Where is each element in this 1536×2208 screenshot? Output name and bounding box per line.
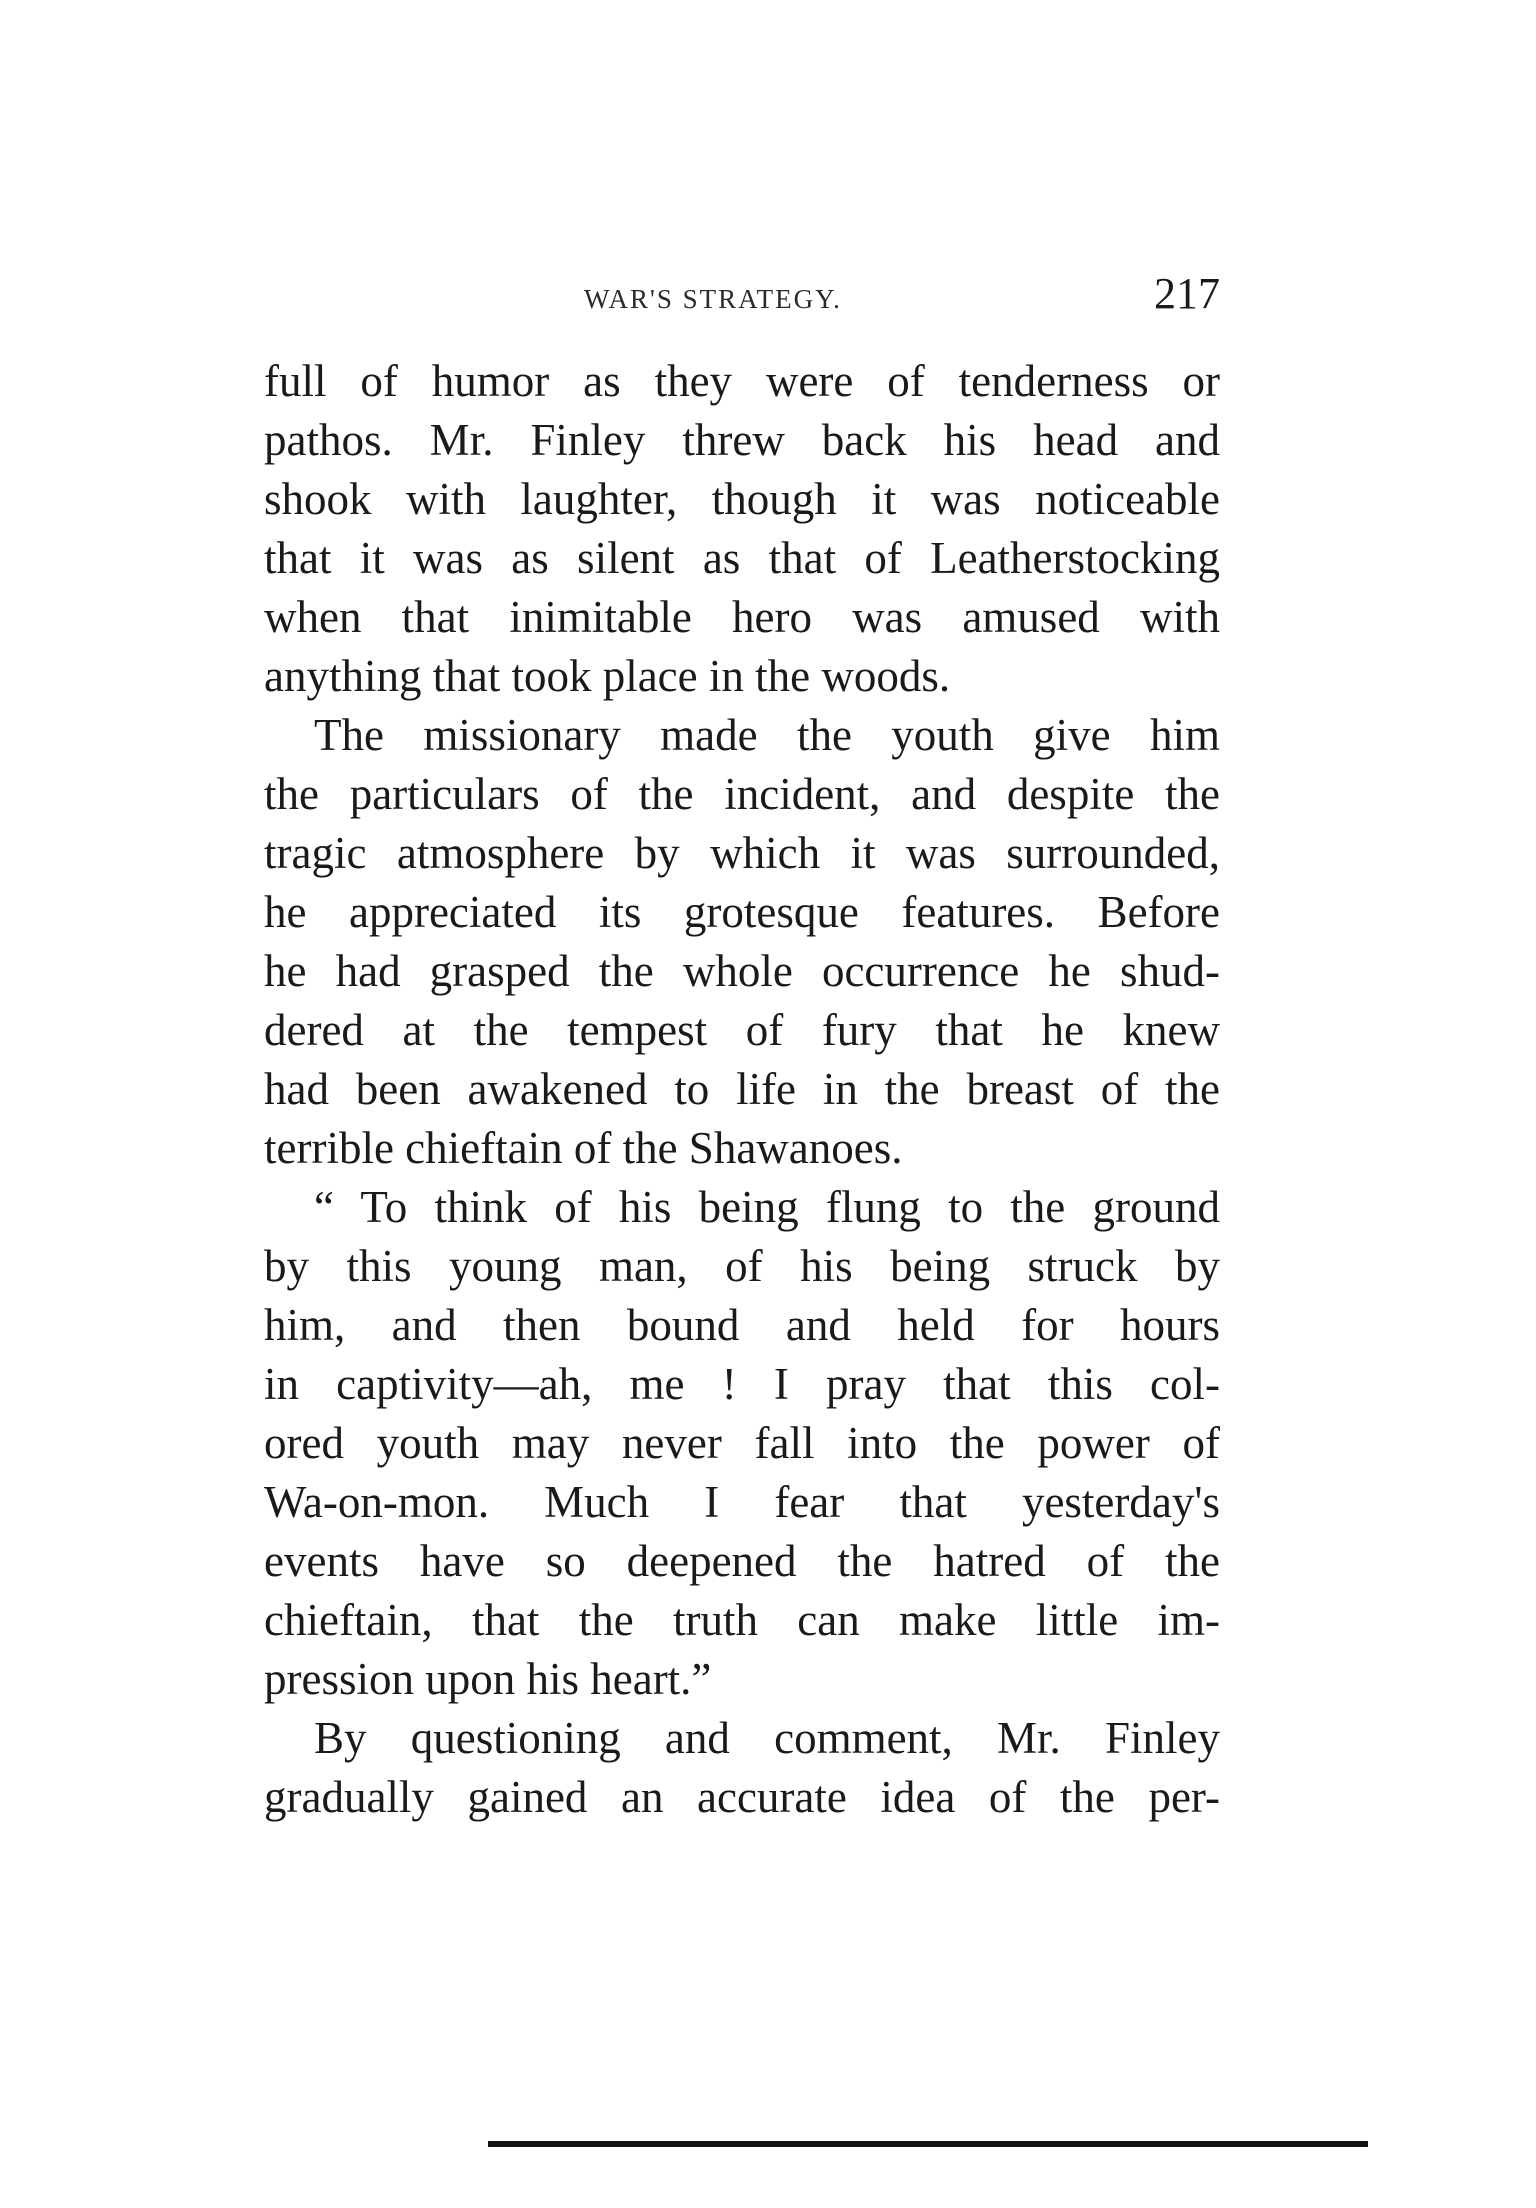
text-line: The missionary made the youth give him — [314, 710, 1220, 760]
paragraph-2 — [264, 706, 1220, 1178]
text-line: shook with laughter, though it was noticeable — [264, 474, 1220, 524]
text-line: had been awakened to life in the breast of the — [264, 1064, 1220, 1114]
text-line: when that inimitable hero was amused with — [264, 592, 1220, 642]
running-head — [264, 268, 1220, 328]
text-line: By questioning and comment, Mr. Finley — [314, 1713, 1220, 1763]
text-line: dered at the tempest of fury that he knew — [264, 1005, 1220, 1055]
body-text — [264, 352, 1220, 1827]
text-line: him, and then bound and held for hours — [264, 1300, 1220, 1350]
text-line: gradually gained an accurate idea of the per- — [264, 1772, 1220, 1822]
text-line: chieftain, that the truth can make little im- — [264, 1595, 1220, 1645]
text-line: he had grasped the whole occurrence he shud- — [264, 946, 1220, 996]
paragraph-4 — [264, 1709, 1220, 1827]
text-line: terrible chieftain of the Shawanoes. — [264, 1123, 903, 1173]
paragraph-3 — [264, 1178, 1220, 1709]
running-title: WAR'S STRATEGY. — [584, 284, 842, 314]
text-line: “ To think of his being flung to the ground — [314, 1182, 1220, 1232]
text-line: full of humor as they were of tenderness or — [264, 356, 1220, 406]
text-line: events have so deepened the hatred of the — [264, 1536, 1220, 1586]
text-line: pression upon his heart.” — [264, 1654, 712, 1704]
text-line: tragic atmosphere by which it was surrounded, — [264, 828, 1220, 878]
page-number: 217 — [1154, 269, 1220, 318]
text-line: ored youth may never fall into the power of — [264, 1418, 1220, 1468]
text-line: in captivity—ah, me ! I pray that this col- — [264, 1359, 1220, 1409]
text-line: the particulars of the incident, and despite the — [264, 769, 1220, 819]
bottom-rule — [488, 2141, 1368, 2147]
text-line: Wa-on-mon. Much I fear that yesterday's — [264, 1477, 1220, 1527]
text-line: he appreciated its grotesque features. Before — [264, 887, 1220, 937]
text-line: pathos. Mr. Finley threw back his head and — [264, 415, 1220, 465]
text-line: that it was as silent as that of Leatherstocking — [264, 533, 1220, 583]
text-line: anything that took place in the woods. — [264, 651, 951, 701]
paragraph-1 — [264, 352, 1220, 706]
text-line: by this young man, of his being struck by — [264, 1241, 1220, 1291]
